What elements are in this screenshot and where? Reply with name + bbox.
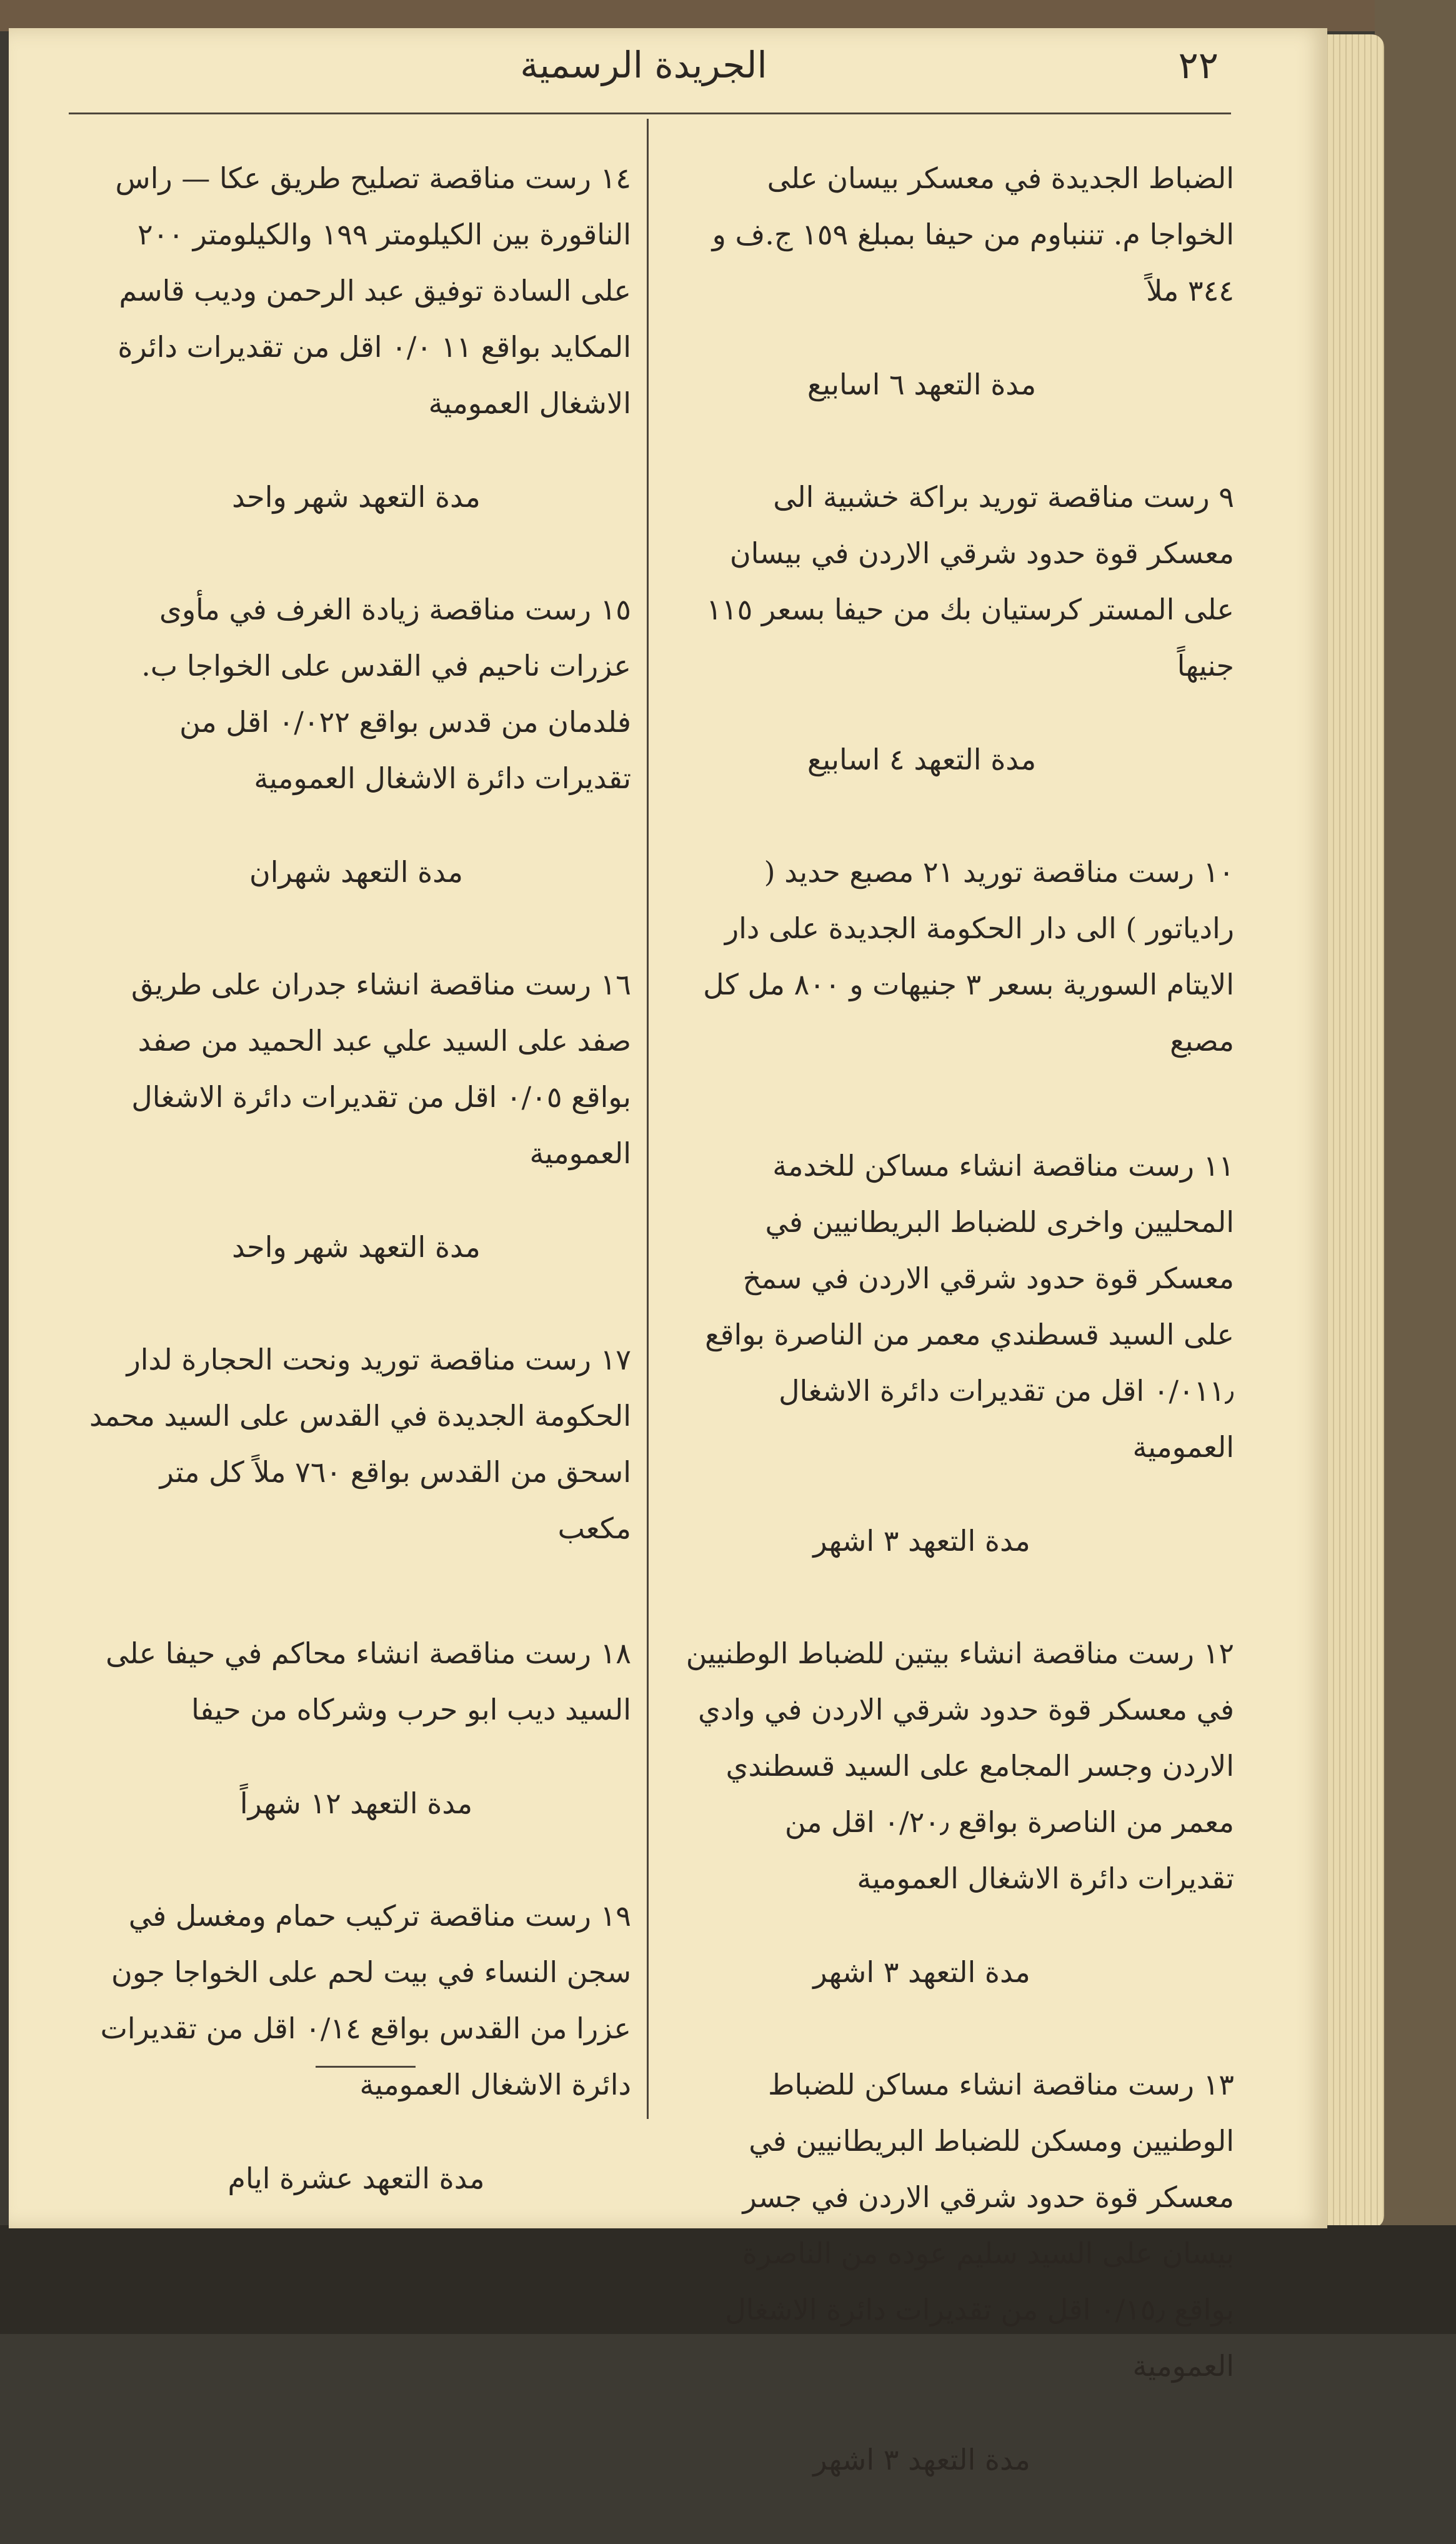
contract-duration: مدة التعهد شهر واحد <box>232 1230 481 1264</box>
contract-duration: مدة التعهد ٤ اسابيع <box>807 743 1037 776</box>
tender-item-17: ١٧ رست مناقصة توريد ونحت الحجارة لدار الحكومة الجديدة في القدس على السيد محمد اسحق من القدس بواقع ٧٦٠ ملاً كل متر مكعب <box>89 1343 631 1545</box>
contract-duration: مدة التعهد شهران <box>249 855 464 889</box>
tender-item-11: ١١ رست مناقصة انشاء مساكن للخدمة المحليين واخرى للضباط البريطانيين في معسكر قوة حدود شرقي الاردن في سمخ على السيد قسطندي معمر من الناصرة بواقع ٠/٠١١٫ اقل من تقديرات دائرة الاشغال العمومية <box>705 1149 1234 1464</box>
contract-duration: مدة التعهد ٣ اشهر <box>813 1524 1030 1558</box>
book-cover-right <box>1375 0 1456 2334</box>
tender-item-15: ١٥ رست مناقصة زيادة الغرف في مأوى عزرات ناحيم في القدس على الخواجا ب. فلدمان من قدس بواقع ٠/٠٢٢ اقل من تقديرات دائرة الاشغال العمومية <box>141 593 631 795</box>
contract-duration: مدة التعهد ١٢ شهراً <box>239 1786 473 1820</box>
tender-continuation: الضباط الجديدة في معسكر بيسان على الخواجا م. تننباوم من حيفا بمبلغ ١٥٩ ج.ف و ٣٤٤ ملاً <box>712 161 1234 308</box>
book-cover-top <box>0 0 1456 31</box>
tender-item-16: ١٦ رست مناقصة انشاء جدران على طريق صفد على السيد علي عبد الحميد من صفد بواقع ٠/٠٥ اقل من تقديرات دائرة الاشغال العمومية <box>131 968 631 1170</box>
contract-duration: مدة التعهد عشرة ايام <box>227 2161 485 2195</box>
tender-item-9: ٩ رست مناقصة توريد براكة خشبية الى معسكر قوة حدود شرقي الاردن في بيسان على المستر كرستيان بك من حيفا بسعر ١١٥ جنيهاً <box>706 480 1234 683</box>
tender-item-12: ١٢ رست مناقصة انشاء بيتين للضباط الوطنيين في معسكر قوة حدود شرقي الاردن في وادي الاردن وجسر المجامع على السيد قسطندي معمر من الناصرة بواقع ٠/٢٠٫ اقل من تقديرات دائرة الاشغال العمومية <box>686 1636 1234 1895</box>
contract-duration: مدة التعهد شهر واحد <box>232 480 481 514</box>
right-column <box>684 150 1234 2544</box>
tender-item-14: ١٤ رست مناقصة تصليح طريق عكا — راس الناقورة بين الكيلومتر ١٩٩ والكيلومتر ٢٠٠ على السادة توفيق عبد الرحمن وديب قاسم المكايد بواقع ١١ ٠/٠ اقل من تقديرات دائرة الاشغال العمومية <box>115 161 631 420</box>
contract-duration: مدة التعهد ٣ اشهر <box>813 2443 1030 2476</box>
column-divider <box>647 119 649 2119</box>
tender-item-18: ١٨ رست مناقصة انشاء محاكم في حيفا على السيد ديب ابو حرب وشركاه من حيفا <box>106 1636 631 1726</box>
contract-duration: مدة التعهد ٦ اسابيع <box>807 368 1037 401</box>
tender-item-19: ١٩ رست مناقصة تركيب حمام ومغسل في سجن النساء في بيت لحم على الخواجا جون عزرا من القدس بواقع ٠/١٤ اقل من تقديرات دائرة الاشغال العمومية <box>100 1899 631 2101</box>
running-title: الجريدة الرسمية <box>520 44 767 86</box>
left-column <box>81 150 631 2263</box>
section-end-rule <box>316 2066 416 2068</box>
tender-item-13: ١٣ رست مناقصة انشاء مساكن للضباط الوطنيين ومسكن للضباط البريطانيين في معسكر قوة حدود شرقي الاردن في جسر بيسان على السيد سليم عوده من الناصرة بواقع ٠/١٥٫ اقل من تقديرات دائرة الاشغال العمومية <box>725 2068 1234 2383</box>
tender-item-10: ١٠ رست مناقصة توريد ٢١ مصبع حديد ( رادياتور ) الى دار الحكومة الجديدة على دار الايتام السورية بسعر ٣ جنيهات و ٨٠٠ مل كل مصبع <box>703 855 1234 1058</box>
page-number: ٢٢ <box>1178 44 1219 88</box>
contract-duration: مدة التعهد ٣ اشهر <box>813 1955 1030 1989</box>
header-divider <box>69 113 1231 114</box>
page-header <box>69 44 1219 100</box>
